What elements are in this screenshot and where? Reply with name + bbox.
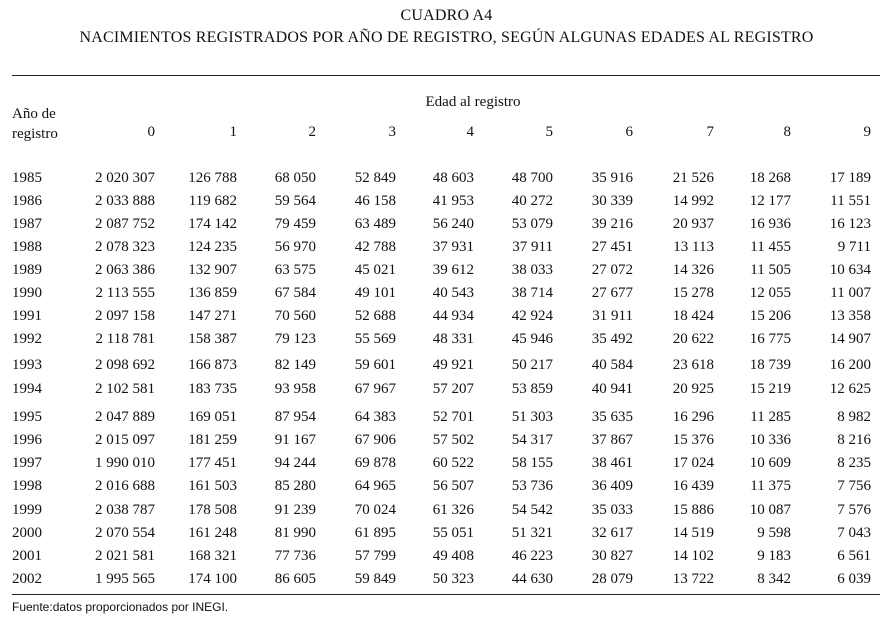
value-cell-age-2: 59 564 — [274, 193, 316, 209]
age-header-4: 4 — [466, 124, 474, 140]
value-cell-age-6: 35 635 — [591, 409, 633, 425]
year-cell: 2002 — [12, 571, 42, 587]
value-cell-age-5: 51 303 — [511, 409, 553, 425]
value-cell-age-3: 59 849 — [354, 571, 396, 587]
value-cell-age-2: 63 575 — [274, 262, 316, 278]
value-cell-age-9: 16 123 — [829, 216, 871, 232]
value-cell-age-4: 61 326 — [432, 502, 474, 518]
value-cell-age-0: 1 990 010 — [95, 455, 155, 471]
value-cell-age-2: 79 123 — [274, 331, 316, 347]
value-cell-age-3: 55 569 — [354, 331, 396, 347]
value-cell-age-1: 158 387 — [188, 331, 237, 347]
value-cell-age-9: 6 561 — [837, 548, 871, 564]
year-cell: 1993 — [12, 357, 42, 373]
year-cell: 1999 — [12, 502, 42, 518]
value-cell-age-6: 32 617 — [591, 525, 633, 541]
year-cell: 1992 — [12, 331, 42, 347]
table-row — [0, 170, 893, 190]
value-cell-age-9: 9 711 — [837, 239, 871, 255]
age-group-header: Edad al registro — [425, 94, 521, 110]
age-header-6: 6 — [625, 124, 633, 140]
table-row — [0, 285, 893, 305]
value-cell-age-1: 174 100 — [188, 571, 237, 587]
value-cell-age-5: 38 714 — [511, 285, 553, 301]
value-cell-age-5: 53 859 — [511, 381, 553, 397]
value-cell-age-9: 6 039 — [837, 571, 871, 587]
value-cell-age-9: 11 007 — [830, 285, 871, 301]
value-cell-age-7: 23 618 — [672, 357, 714, 373]
value-cell-age-1: 119 682 — [188, 193, 237, 209]
value-cell-age-7: 14 519 — [672, 525, 714, 541]
year-cell: 1990 — [12, 285, 42, 301]
value-cell-age-3: 67 967 — [354, 381, 396, 397]
value-cell-age-7: 13 722 — [672, 571, 714, 587]
value-cell-age-5: 38 033 — [511, 262, 553, 278]
value-cell-age-2: 77 736 — [274, 548, 316, 564]
value-cell-age-4: 52 701 — [432, 409, 474, 425]
value-cell-age-1: 161 248 — [188, 525, 237, 541]
value-cell-age-1: 124 235 — [188, 239, 237, 255]
value-cell-age-7: 14 102 — [672, 548, 714, 564]
year-cell: 2000 — [12, 525, 42, 541]
table-row — [0, 502, 893, 522]
age-header-0: 0 — [147, 124, 155, 140]
value-cell-age-2: 91 167 — [274, 432, 316, 448]
year-cell: 1998 — [12, 478, 42, 494]
value-cell-age-7: 18 424 — [672, 308, 714, 324]
value-cell-age-6: 27 451 — [591, 239, 633, 255]
value-cell-age-6: 40 584 — [591, 357, 633, 373]
value-cell-age-6: 27 677 — [591, 285, 633, 301]
value-cell-age-0: 1 995 565 — [95, 571, 155, 587]
value-cell-age-8: 11 375 — [750, 478, 791, 494]
table-number: CUADRO A4 — [400, 7, 493, 24]
value-cell-age-3: 45 021 — [354, 262, 396, 278]
value-cell-age-2: 91 239 — [274, 502, 316, 518]
value-cell-age-0: 2 015 097 — [95, 432, 155, 448]
value-cell-age-8: 9 598 — [757, 525, 791, 541]
value-cell-age-8: 15 206 — [749, 308, 791, 324]
value-cell-age-6: 27 072 — [591, 262, 633, 278]
age-header-3: 3 — [388, 124, 396, 140]
value-cell-age-7: 15 376 — [672, 432, 714, 448]
value-cell-age-0: 2 047 889 — [95, 409, 155, 425]
year-cell: 1987 — [12, 216, 42, 232]
table-row — [0, 216, 893, 236]
top-rule — [12, 75, 880, 76]
value-cell-age-6: 39 216 — [591, 216, 633, 232]
value-cell-age-8: 10 609 — [749, 455, 791, 471]
age-header-7: 7 — [706, 124, 714, 140]
value-cell-age-5: 46 223 — [511, 548, 553, 564]
value-cell-age-8: 15 219 — [749, 381, 791, 397]
value-cell-age-8: 18 268 — [749, 170, 791, 186]
value-cell-age-8: 11 505 — [750, 262, 791, 278]
value-cell-age-0: 2 020 307 — [95, 170, 155, 186]
year-cell: 2001 — [12, 548, 42, 564]
value-cell-age-1: 177 451 — [188, 455, 237, 471]
age-header-1: 1 — [229, 124, 237, 140]
value-cell-age-4: 55 051 — [432, 525, 474, 541]
value-cell-age-4: 44 934 — [432, 308, 474, 324]
table-row — [0, 308, 893, 328]
value-cell-age-5: 48 700 — [511, 170, 553, 186]
value-cell-age-3: 52 688 — [354, 308, 396, 324]
value-cell-age-4: 40 543 — [432, 285, 474, 301]
value-cell-age-0: 2 098 692 — [95, 357, 155, 373]
value-cell-age-8: 12 055 — [749, 285, 791, 301]
value-cell-age-2: 85 280 — [274, 478, 316, 494]
value-cell-age-5: 51 321 — [511, 525, 553, 541]
value-cell-age-7: 20 622 — [672, 331, 714, 347]
value-cell-age-8: 8 342 — [757, 571, 791, 587]
value-cell-age-1: 168 321 — [188, 548, 237, 564]
table-row — [0, 409, 893, 429]
value-cell-age-6: 38 461 — [591, 455, 633, 471]
table-row — [0, 525, 893, 545]
value-cell-age-5: 53 736 — [511, 478, 553, 494]
value-cell-age-7: 14 992 — [672, 193, 714, 209]
value-cell-age-1: 169 051 — [188, 409, 237, 425]
year-cell: 1991 — [12, 308, 42, 324]
value-cell-age-3: 64 965 — [354, 478, 396, 494]
value-cell-age-5: 58 155 — [511, 455, 553, 471]
value-cell-age-5: 53 079 — [511, 216, 553, 232]
table-row — [0, 548, 893, 568]
value-cell-age-3: 63 489 — [354, 216, 396, 232]
value-cell-age-4: 49 408 — [432, 548, 474, 564]
value-cell-age-6: 30 339 — [591, 193, 633, 209]
value-cell-age-9: 13 358 — [829, 308, 871, 324]
value-cell-age-7: 20 937 — [672, 216, 714, 232]
value-cell-age-7: 16 296 — [672, 409, 714, 425]
value-cell-age-9: 8 216 — [837, 432, 871, 448]
value-cell-age-3: 49 101 — [354, 285, 396, 301]
value-cell-age-7: 13 113 — [673, 239, 714, 255]
value-cell-age-2: 82 149 — [274, 357, 316, 373]
table-row — [0, 239, 893, 259]
table-row — [0, 331, 893, 351]
value-cell-age-4: 57 502 — [432, 432, 474, 448]
value-cell-age-2: 56 970 — [274, 239, 316, 255]
value-cell-age-1: 126 788 — [188, 170, 237, 186]
value-cell-age-7: 21 526 — [672, 170, 714, 186]
value-cell-age-4: 39 612 — [432, 262, 474, 278]
value-cell-age-7: 15 278 — [672, 285, 714, 301]
value-cell-age-2: 81 990 — [274, 525, 316, 541]
value-cell-age-9: 16 200 — [829, 357, 871, 373]
value-cell-age-3: 61 895 — [354, 525, 396, 541]
year-cell: 1988 — [12, 239, 42, 255]
year-cell: 1985 — [12, 170, 42, 186]
value-cell-age-4: 48 331 — [432, 331, 474, 347]
table-row — [0, 262, 893, 282]
value-cell-age-3: 59 601 — [354, 357, 396, 373]
value-cell-age-6: 28 079 — [591, 571, 633, 587]
value-cell-age-0: 2 033 888 — [95, 193, 155, 209]
value-cell-age-1: 161 503 — [188, 478, 237, 494]
value-cell-age-6: 35 492 — [591, 331, 633, 347]
table-row — [0, 357, 893, 377]
value-cell-age-3: 69 878 — [354, 455, 396, 471]
year-cell: 1989 — [12, 262, 42, 278]
value-cell-age-0: 2 021 581 — [95, 548, 155, 564]
value-cell-age-7: 17 024 — [672, 455, 714, 471]
table-row — [0, 381, 893, 401]
value-cell-age-0: 2 016 688 — [95, 478, 155, 494]
value-cell-age-2: 70 560 — [274, 308, 316, 324]
value-cell-age-1: 132 907 — [188, 262, 237, 278]
value-cell-age-1: 178 508 — [188, 502, 237, 518]
value-cell-age-2: 68 050 — [274, 170, 316, 186]
value-cell-age-5: 44 630 — [511, 571, 553, 587]
value-cell-age-8: 16 936 — [749, 216, 791, 232]
age-header-2: 2 — [308, 124, 316, 140]
value-cell-age-9: 11 551 — [830, 193, 871, 209]
value-cell-age-9: 14 907 — [829, 331, 871, 347]
value-cell-age-0: 2 118 781 — [95, 331, 155, 347]
value-cell-age-8: 9 183 — [757, 548, 791, 564]
value-cell-age-2: 67 584 — [274, 285, 316, 301]
value-cell-age-0: 2 087 752 — [95, 216, 155, 232]
value-cell-age-0: 2 038 787 — [95, 502, 155, 518]
value-cell-age-4: 49 921 — [432, 357, 474, 373]
value-cell-age-5: 37 911 — [512, 239, 553, 255]
value-cell-age-8: 10 087 — [749, 502, 791, 518]
value-cell-age-4: 48 603 — [432, 170, 474, 186]
value-cell-age-8: 18 739 — [749, 357, 791, 373]
value-cell-age-6: 36 409 — [591, 478, 633, 494]
value-cell-age-6: 35 033 — [591, 502, 633, 518]
value-cell-age-0: 2 063 386 — [95, 262, 155, 278]
value-cell-age-7: 14 326 — [672, 262, 714, 278]
value-cell-age-5: 54 542 — [511, 502, 553, 518]
value-cell-age-9: 8 982 — [837, 409, 871, 425]
value-cell-age-9: 8 235 — [837, 455, 871, 471]
value-cell-age-0: 2 102 581 — [95, 381, 155, 397]
year-cell: 1986 — [12, 193, 42, 209]
table-row — [0, 432, 893, 452]
value-cell-age-8: 10 336 — [749, 432, 791, 448]
value-cell-age-1: 166 873 — [188, 357, 237, 373]
value-cell-age-1: 174 142 — [188, 216, 237, 232]
year-cell: 1994 — [12, 381, 42, 397]
value-cell-age-4: 56 240 — [432, 216, 474, 232]
source-footnote: Fuente:datos proporcionados por INEGI. — [12, 600, 229, 614]
year-header-line2: registro — [12, 126, 58, 142]
value-cell-age-1: 136 859 — [188, 285, 237, 301]
value-cell-age-2: 93 958 — [274, 381, 316, 397]
age-header-5: 5 — [545, 124, 553, 140]
year-cell: 1997 — [12, 455, 42, 471]
value-cell-age-4: 60 522 — [432, 455, 474, 471]
value-cell-age-6: 35 916 — [591, 170, 633, 186]
value-cell-age-0: 2 113 555 — [95, 285, 155, 301]
value-cell-age-4: 41 953 — [432, 193, 474, 209]
value-cell-age-8: 11 285 — [750, 409, 791, 425]
value-cell-age-2: 79 459 — [274, 216, 316, 232]
value-cell-age-3: 70 024 — [354, 502, 396, 518]
value-cell-age-8: 11 455 — [750, 239, 791, 255]
age-header-9: 9 — [863, 124, 871, 140]
value-cell-age-5: 45 946 — [511, 331, 553, 347]
value-cell-age-9: 7 043 — [837, 525, 871, 541]
table-title: NACIMIENTOS REGISTRADOS POR AÑO DE REGISTRO, SEGÚN ALGUNAS EDADES AL REGISTRO — [79, 29, 814, 46]
value-cell-age-5: 50 217 — [511, 357, 553, 373]
value-cell-age-6: 30 827 — [591, 548, 633, 564]
value-cell-age-4: 37 931 — [432, 239, 474, 255]
bottom-rule — [12, 594, 880, 595]
value-cell-age-4: 57 207 — [432, 381, 474, 397]
value-cell-age-9: 7 576 — [837, 502, 871, 518]
value-cell-age-5: 40 272 — [511, 193, 553, 209]
value-cell-age-1: 181 259 — [188, 432, 237, 448]
value-cell-age-9: 17 189 — [829, 170, 871, 186]
value-cell-age-9: 7 756 — [837, 478, 871, 494]
value-cell-age-5: 54 317 — [511, 432, 553, 448]
value-cell-age-9: 12 625 — [829, 381, 871, 397]
value-cell-age-6: 37 867 — [591, 432, 633, 448]
value-cell-age-2: 94 244 — [274, 455, 316, 471]
table-row — [0, 455, 893, 475]
value-cell-age-7: 16 439 — [672, 478, 714, 494]
value-cell-age-3: 42 788 — [354, 239, 396, 255]
age-header-8: 8 — [783, 124, 791, 140]
value-cell-age-8: 12 177 — [749, 193, 791, 209]
year-cell: 1996 — [12, 432, 42, 448]
value-cell-age-5: 42 924 — [511, 308, 553, 324]
value-cell-age-3: 67 906 — [354, 432, 396, 448]
value-cell-age-2: 86 605 — [274, 571, 316, 587]
value-cell-age-8: 16 775 — [749, 331, 791, 347]
value-cell-age-3: 52 849 — [354, 170, 396, 186]
value-cell-age-1: 183 735 — [188, 381, 237, 397]
table-row — [0, 193, 893, 213]
value-cell-age-4: 50 323 — [432, 571, 474, 587]
year-header-line1: Año de — [12, 106, 56, 122]
table-row — [0, 478, 893, 498]
value-cell-age-2: 87 954 — [274, 409, 316, 425]
value-cell-age-0: 2 097 158 — [95, 308, 155, 324]
value-cell-age-0: 2 070 554 — [95, 525, 155, 541]
table-row — [0, 571, 893, 591]
value-cell-age-0: 2 078 323 — [95, 239, 155, 255]
value-cell-age-6: 31 911 — [592, 308, 633, 324]
value-cell-age-4: 56 507 — [432, 478, 474, 494]
value-cell-age-9: 10 634 — [829, 262, 871, 278]
value-cell-age-3: 57 799 — [354, 548, 396, 564]
value-cell-age-7: 20 925 — [672, 381, 714, 397]
value-cell-age-7: 15 886 — [672, 502, 714, 518]
value-cell-age-3: 46 158 — [354, 193, 396, 209]
year-cell: 1995 — [12, 409, 42, 425]
value-cell-age-1: 147 271 — [188, 308, 237, 324]
value-cell-age-3: 64 383 — [354, 409, 396, 425]
value-cell-age-6: 40 941 — [591, 381, 633, 397]
